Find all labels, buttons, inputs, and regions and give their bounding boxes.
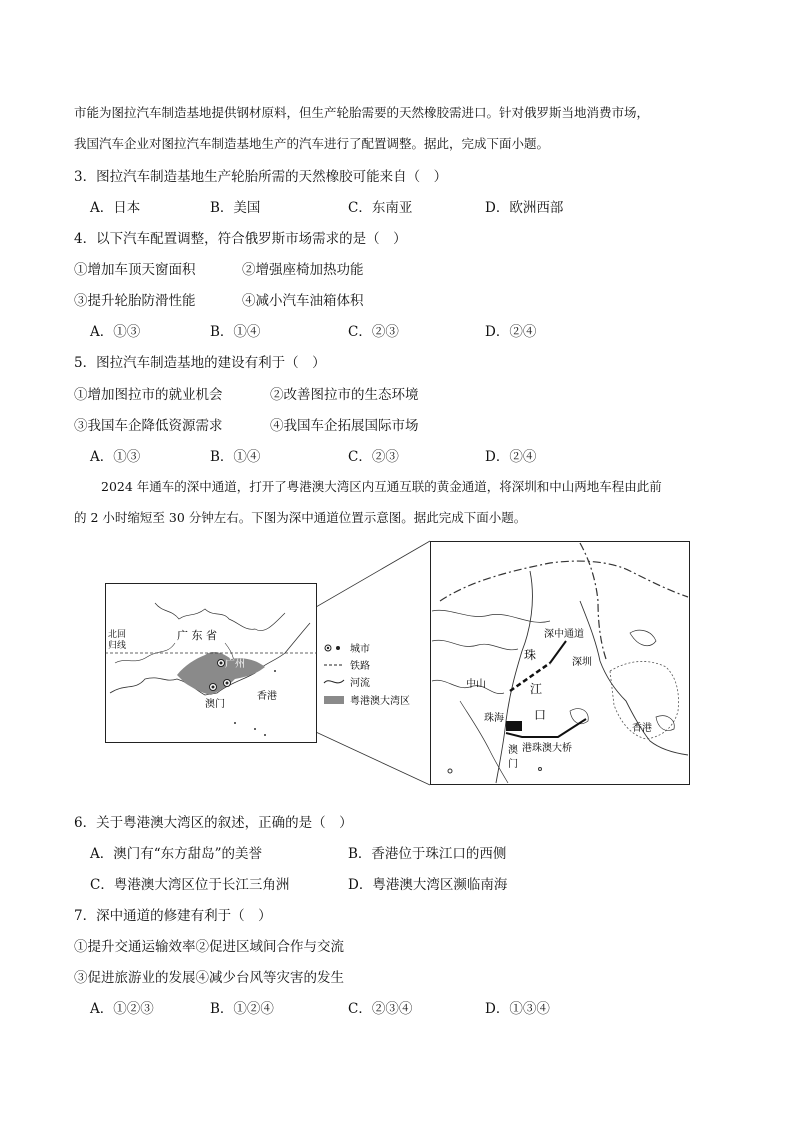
hongkong-label: 香港 — [257, 691, 277, 702]
macau-label-1: 澳 — [508, 745, 518, 756]
estuary-label-zhu: 珠 — [524, 648, 537, 662]
q5-item-1: ①增加图拉市的就业机会 — [74, 387, 223, 403]
q7-items-line-2: ③促进旅游业的发展④减少台风等灾害的发生 — [74, 970, 344, 986]
q7-option-d[interactable]: D．①③④ — [485, 1001, 550, 1017]
q6-option-b[interactable]: B．香港位于珠江口的西侧 — [348, 846, 507, 862]
guangzhou-label: 广州 — [225, 659, 245, 670]
q5-stem: 5．图拉汽车制造基地的建设有利于（ ） — [74, 355, 326, 371]
q6-option-a[interactable]: A．澳门有“东方甜岛”的美誉 — [90, 846, 263, 862]
q4-option-c[interactable]: C．②③ — [348, 324, 399, 340]
estuary-label-jiang: 江 — [530, 682, 543, 696]
legend-river: 河流 — [350, 678, 370, 689]
q4-item-3: ③提升轮胎防滑性能 — [74, 293, 196, 309]
q5-item-2: ②改善图拉市的生态环境 — [270, 387, 419, 403]
estuary-label-kou: 口 — [534, 708, 547, 722]
hongkong-label: 香港 — [632, 723, 652, 734]
q3-option-c[interactable]: C．东南亚 — [348, 200, 413, 216]
intro-line-2: 我国汽车企业对图拉汽车制造基地生产的汽车进行了配置调整。据此，完成下面小题。 — [74, 136, 550, 151]
q5-option-b[interactable]: B．①④ — [210, 449, 261, 465]
q7-items-line-1: ①提升交通运输效率②促进区域间合作与交流 — [74, 939, 344, 955]
q6-option-c[interactable]: C．粤港澳大湾区位于长江三角洲 — [90, 877, 290, 893]
q7-option-b[interactable]: B．①②④ — [210, 1001, 274, 1017]
q5-option-d[interactable]: D．②④ — [485, 449, 537, 465]
bridge-label: 港珠澳大桥 — [522, 743, 572, 754]
passage2-line-2: 的 2 小时缩短至 30 分钟左右。下图为深中通道位置示意图。据此完成下面小题。 — [74, 510, 527, 525]
tropic-label-2: 归线 — [108, 641, 127, 651]
q7-stem: 7．深中通道的修建有利于（ ） — [74, 908, 272, 924]
q3-option-d[interactable]: D．欧洲西部 — [485, 200, 564, 216]
tropic-label-1: 北回 — [108, 630, 127, 640]
macau-city-icon — [210, 684, 217, 691]
guangzhou-city-icon — [218, 660, 225, 667]
intro-line-1: 市能为图拉汽车制造基地提供钢材原料，但生产轮胎需要的天然橡胶需进口。针对俄罗斯当地消费市场， — [74, 105, 650, 120]
q6-option-d[interactable]: D．粤港澳大湾区濒临南海 — [348, 877, 508, 893]
q4-option-b[interactable]: B．①④ — [210, 324, 261, 340]
zhongshan-label: 中山 — [466, 679, 486, 690]
province-label: 广 东 省 — [177, 629, 217, 642]
q7-option-c[interactable]: C．②③④ — [348, 1001, 413, 1017]
macau-label-2: 门 — [508, 759, 518, 770]
q3-option-a[interactable]: A．日本 — [90, 200, 141, 216]
bay-area-legend-icon — [324, 696, 344, 704]
macau-label: 澳门 — [205, 699, 225, 710]
q4-item-2: ②增强座椅加热功能 — [242, 262, 364, 278]
q6-stem: 6．关于粤港澳大湾区的叙述，正确的是（ ） — [74, 815, 353, 831]
zhuhai-label: 珠海 — [484, 713, 504, 724]
q4-item-1: ①增加车顶天窗面积 — [74, 262, 196, 278]
river-legend-icon — [324, 680, 344, 683]
legend-railway: 铁路 — [350, 661, 370, 672]
legend-bay-area: 粤港澳大湾区 — [350, 696, 410, 707]
q5-option-c[interactable]: C．②③ — [348, 449, 399, 465]
q4-item-4: ④减小汽车油箱体积 — [242, 293, 364, 309]
shenzhen-label: 深圳 — [572, 657, 592, 668]
shenzhong-tunnel-detail-map — [430, 541, 690, 785]
q5-item-4: ④我国车企拓展国际市场 — [270, 418, 419, 434]
q4-stem: 4．以下汽车配置调整，符合俄罗斯市场需求的是（ ） — [74, 231, 407, 247]
q4-option-d[interactable]: D．②④ — [485, 324, 537, 340]
tunnel-label: 深中通道 — [544, 629, 584, 640]
hongkong-city-icon — [224, 680, 231, 687]
q3-stem: 3．图拉汽车制造基地生产轮胎所需的天然橡胶可能来自（ ） — [74, 169, 448, 185]
q5-item-3: ③我国车企降低资源需求 — [74, 418, 223, 434]
passage2-line-1: 2024 年通车的深中通道，打开了粤港澳大湾区内互通互联的黄金通道，将深圳和中山两地车程由此前 — [101, 479, 662, 494]
q4-option-a[interactable]: A．①③ — [90, 324, 141, 340]
legend-city: 城市 — [350, 644, 370, 655]
q5-option-a[interactable]: A．①③ — [90, 449, 141, 465]
map-legend — [322, 640, 432, 718]
guangdong-overview-map — [105, 583, 317, 743]
q3-option-b[interactable]: B．美国 — [210, 200, 261, 216]
q7-option-a[interactable]: A．①②③ — [90, 1001, 154, 1017]
city-legend-icon — [325, 645, 340, 651]
